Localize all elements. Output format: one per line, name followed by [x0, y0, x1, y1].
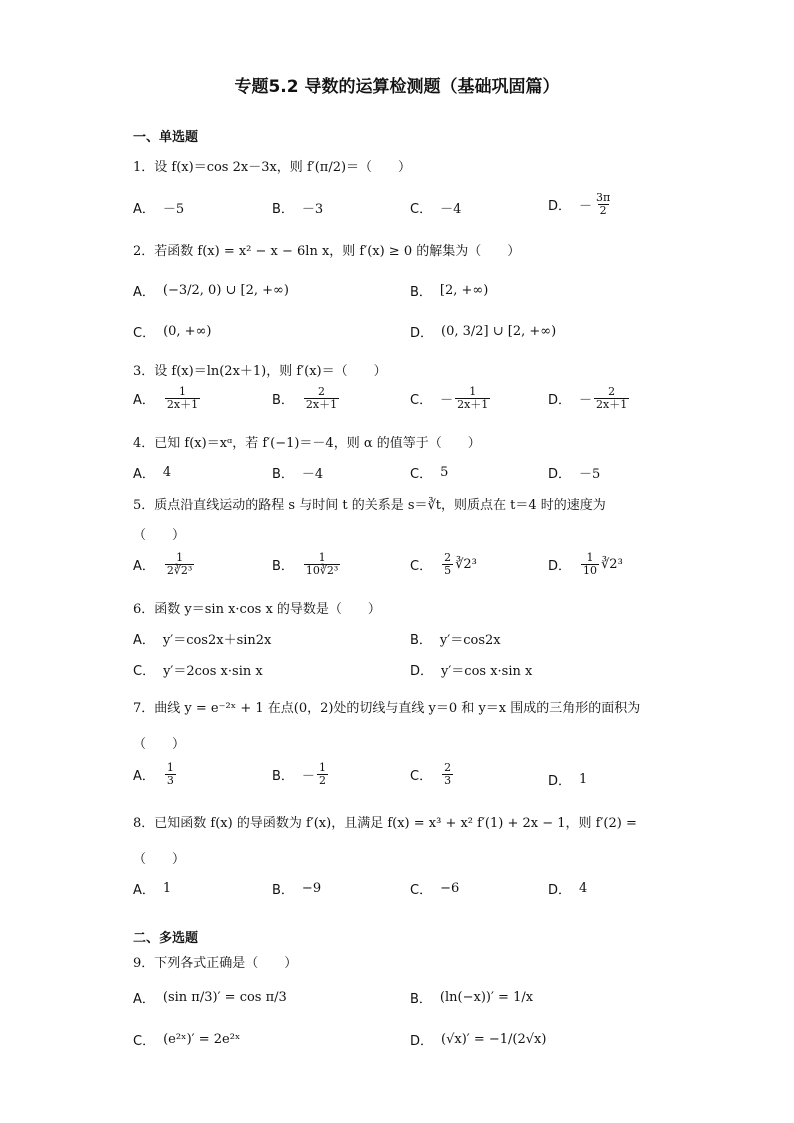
q4-option-b[interactable]: B． －4	[272, 467, 324, 482]
question-8-stem-paren: （ ）	[133, 852, 186, 867]
q5-option-a[interactable]: A． $\frac{1}{\text{2∛2³}}$	[133, 551, 193, 577]
q8-option-b[interactable]: B． −9	[272, 881, 322, 898]
q9-option-a[interactable]: A． (sin π/3)′ = cos π/3	[133, 990, 287, 1007]
q2-option-a[interactable]: A． (−3/2, 0) ∪ [2, +∞)	[133, 283, 289, 300]
question-3-stem: 3．设 f(x)＝ln(2x＋1)，则 f′(x)＝（ ）	[133, 364, 387, 379]
q3-option-a[interactable]: A． $\frac{1}{2x+1}$	[133, 385, 199, 411]
question-6-stem: 6．函数 y＝sin x·cos x 的导数是（ ）	[133, 602, 381, 617]
q7-option-a[interactable]: A． $\frac{1}{3}$	[133, 761, 174, 787]
question-5-stem-paren: （ ）	[133, 528, 186, 543]
q5-option-d[interactable]: D． $\frac{1}{10}$ ∛2³	[548, 551, 623, 577]
q3-option-c[interactable]: C． － $\frac{1}{2x+1}$	[410, 385, 489, 411]
q4-option-c[interactable]: C． 5	[410, 465, 449, 482]
question-8-stem: 8．已知函数 f(x) 的导函数为 f′(x)，且满足 f(x) = x³ + x² f′(1) + 2x − 1，则 f′(2) =	[133, 816, 637, 831]
q7-option-d[interactable]: D． 1	[548, 772, 588, 789]
q1-option-b[interactable]: B． －3	[272, 202, 324, 217]
q6-option-b[interactable]: B． y′＝cos2x	[410, 633, 501, 648]
q3-option-d[interactable]: D． － $\frac{2}{2x+1}$	[548, 385, 628, 411]
q6-option-a[interactable]: A． y′＝cos2x＋sin2x	[133, 633, 272, 648]
q8-option-a[interactable]: A． 1	[133, 881, 172, 898]
section-single-choice: 一、单选题	[133, 130, 199, 145]
page-title: 专题5.2 导数的运算检测题（基础巩固篇）	[234, 77, 560, 97]
q5-option-b[interactable]: B． $\frac{1}{\text{10∛2³}}$	[272, 551, 339, 577]
q7-option-b[interactable]: B． － $\frac{1}{2}$	[272, 761, 326, 787]
question-7-stem-paren: （ ）	[133, 737, 186, 752]
q2-option-c[interactable]: C． (0, +∞)	[133, 324, 212, 341]
q2-option-d[interactable]: D． (0, 3/2] ∪ [2, +∞)	[410, 324, 557, 341]
question-2-stem: 2．若函数 f(x) = x² − x − 6ln x，则 f′(x) ≥ 0 的解集为（ ）	[133, 244, 521, 259]
question-9-stem: 9．下列各式正确是（ ）	[133, 956, 298, 971]
question-5-stem: 5．质点沿直线运动的路程 s 与时间 t 的关系是 s＝∛t，则质点在 t＝4 时的速度为	[133, 498, 606, 513]
q1-option-a[interactable]: A． －5	[133, 202, 185, 217]
q9-option-b[interactable]: B． (ln(−x))′ = 1/x	[410, 990, 534, 1007]
q9-option-d[interactable]: D． (√x)′ = −1/(2√x)	[410, 1032, 547, 1049]
section-multi-choice: 二、多选题	[133, 931, 199, 946]
q7-option-c[interactable]: C． $\frac{2}{3}$	[410, 761, 452, 787]
q1-option-d[interactable]: D． － $\frac{3\pi}{2}$	[548, 191, 611, 217]
q6-option-d[interactable]: D． y′＝cos x·sin x	[410, 664, 533, 679]
q5-option-c[interactable]: C． $\frac{2}{5}$ ∛2³	[410, 551, 477, 577]
q2-option-b[interactable]: B． [2, +∞)	[410, 283, 489, 300]
q1-option-c[interactable]: C． －4	[410, 202, 462, 217]
question-7-stem: 7．曲线 y = e⁻²ˣ + 1 在点(0，2)处的切线与直线 y＝0 和 y＝x 围成的三角形的面积为	[133, 701, 641, 716]
q8-option-d[interactable]: D． 4	[548, 881, 588, 898]
question-4-stem: 4．已知 f(x)＝xᵅ，若 f′(−1)＝－4，则 α 的值等于（ ）	[133, 436, 481, 451]
q8-option-c[interactable]: C． −6	[410, 881, 460, 898]
q6-option-c[interactable]: C． y′＝2cos x·sin x	[133, 664, 263, 679]
q9-option-c[interactable]: C． (e²ˣ)′ = 2e²ˣ	[133, 1032, 241, 1049]
q4-option-a[interactable]: A． 4	[133, 465, 172, 482]
q3-option-b[interactable]: B． $\frac{2}{2x+1}$	[272, 385, 338, 411]
q4-option-d[interactable]: D． －5	[548, 467, 601, 482]
question-1-stem: 1．设 f(x)＝cos 2x－3x，则 f′(π/2)＝（ ）	[133, 160, 412, 175]
